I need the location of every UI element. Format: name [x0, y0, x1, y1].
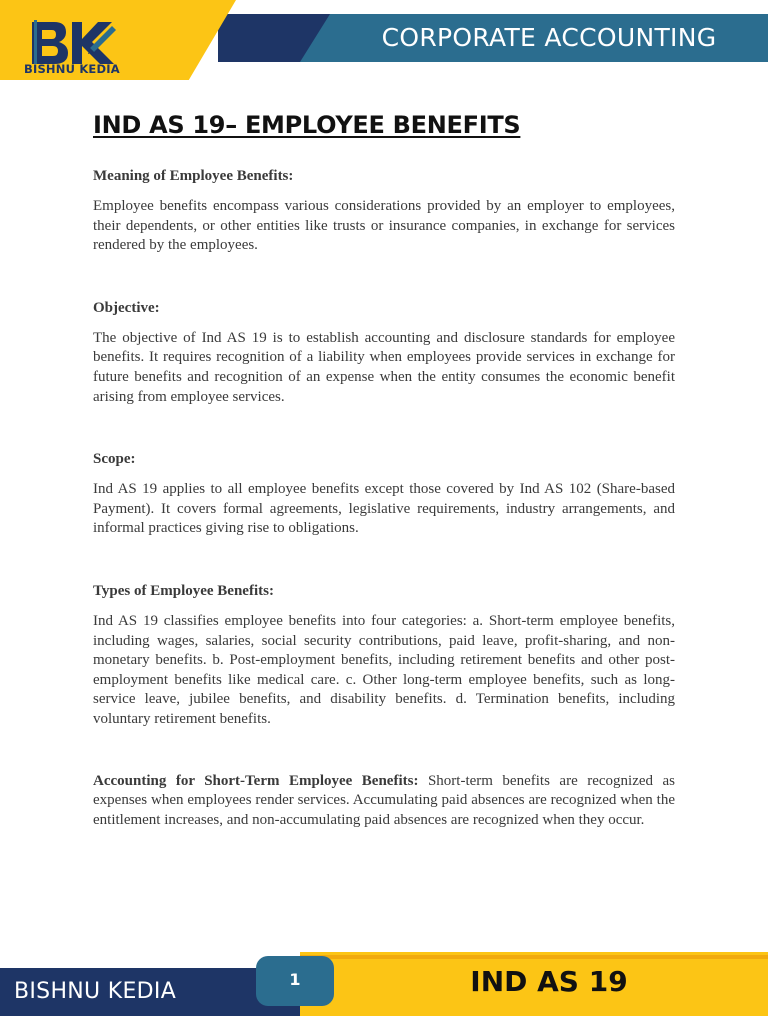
section-text: Ind AS 19 classifies employee benefits into four categories: a. Short-term employee benefits, including wages, salaries, social security contributions, paid leave, profit-sharing, and non-monetary benefits. b. Post-employment benefits, including retirement benefits and other post-employment benefits like medical care. c. Other long-term employee benefits, such as long-service leave, jubilee benefits, and disability benefits. d. Termination benefits, including voluntary retirement benefits.: [93, 612, 675, 727]
header-title: CORPORATE ACCOUNTING: [381, 23, 717, 52]
section-types: [93, 581, 675, 730]
section-text: Ind AS 19 applies to all employee benefits except those covered by Ind AS 102 (Share-based Payment). It covers formal agreements, legislative requirements, industry arrangements, and informal practices giving rise to obligations.: [93, 481, 675, 537]
section-heading: Objective:: [93, 299, 160, 316]
logo-name: BISHNU KEDIA: [24, 62, 120, 76]
section-heading: Meaning of Employee Benefits:: [93, 168, 294, 184]
document-body: [93, 166, 675, 830]
footer-label: IND AS 19: [470, 965, 628, 998]
section-scope: [93, 449, 675, 539]
page-number-badge: 1: [256, 956, 334, 1006]
section-heading: Scope:: [93, 451, 136, 468]
section-meaning: [93, 166, 675, 256]
section-short-term: [93, 772, 675, 831]
footer-author: BISHNU KEDIA: [14, 979, 177, 1004]
section-text: The objective of Ind AS 19 is to establish accounting and disclosure standards for employee benefits. It requires recognition of a liability when employees provide services in exchange for future benefits and recognition of an expense when the entity consumes the economic benefit arising from employee services.: [93, 329, 675, 405]
section-heading: Types of Employee Benefits:: [93, 582, 274, 599]
section-heading: Accounting for Short-Term Employee Benefits:: [93, 772, 419, 789]
section-objective: [93, 298, 675, 407]
bk-logo: [22, 12, 122, 76]
page-title: IND AS 19– EMPLOYEE BENEFITS: [93, 111, 521, 139]
section-paragraph: [93, 772, 675, 831]
section-text: Employee benefits encompass various considerations provided by an employer to employees, their dependents, or other entities like trusts or insurance companies, in exchange for services rendered by the employees.: [93, 198, 675, 254]
section-text: Short-term benefits are recognized as expenses when employees render services. Accumulating paid absences are recognized when the entitlement increases, and non-accumulating paid absences are recognized when they occur.: [93, 772, 676, 828]
bk-monogram-icon: [28, 18, 118, 68]
